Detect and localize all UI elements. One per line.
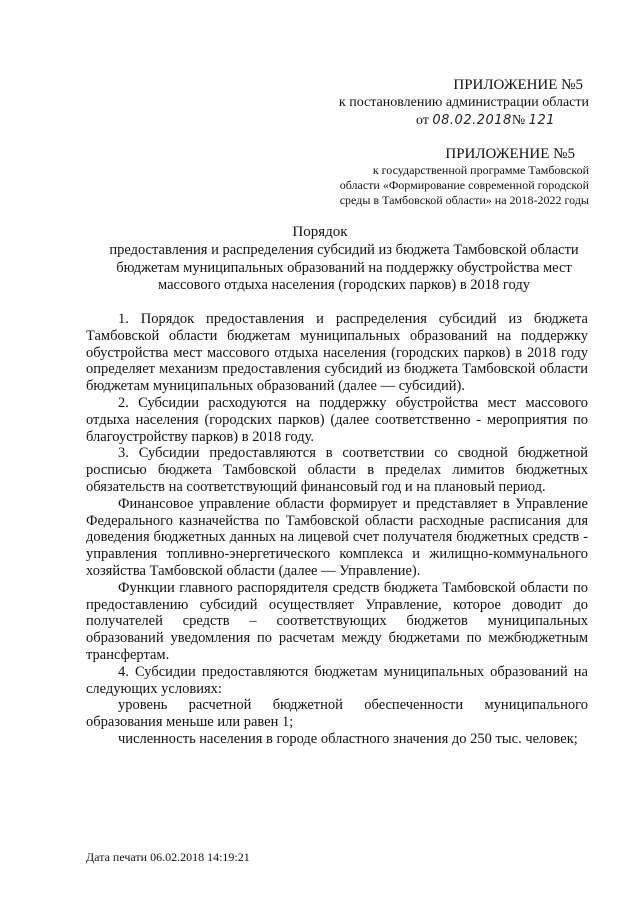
date-prefix: от	[415, 113, 429, 128]
paragraph-2: 2. Субсидии расходуются на поддержку обустройства мест массового отдыха населения (городских парков) (далее соответственно - мероприятия по благоустройству парков) в 2018 году.	[86, 394, 588, 445]
paragraph-finance: Финансовое управление области формирует и представляет в Управление Федерального казначейства по Тамбовской области расходные расписания для доведения бюджетных данных на лицевой счет получателя бюджетных средств - управления топливно-энергетического комплекса и жилищно-коммунального хозяйства Тамбовской области (далее — Управление).	[86, 495, 588, 579]
condition-2: численность населения в городе областного значения до 250 тыс. человек;	[118, 730, 578, 747]
handwritten-date: 08.02.2018	[432, 113, 512, 128]
appendix-1-date-line	[416, 113, 555, 129]
document-subtitle: предоставления и распределения субсидий из бюджета Тамбовской области бюджетам муниципальных образований на поддержку обустройства мест массового отдыха населения (городских парков) в 2018 году	[109, 242, 579, 293]
paragraph-functions: Функции главного распорядителя средств бюджета Тамбовской области по предоставлению субсидий осуществляет Управление, которое доводит до получателей средств – соответствующих бюджетов муниципальных образований уведомления по расчетам между бюджетами по межбюджетным трансфертам.	[86, 579, 588, 663]
paragraph-1: 1. Порядок предоставления и распределения субсидий из бюджета Тамбовской области бюджетам муниципальных образований на поддержку обустройства мест массового отдыха населения (городских парков) в 2018 году определяет механизм предоставления субсидий из бюджета Тамбовской области бюджетам муниципальных образований (далее — субсидий).	[86, 311, 588, 395]
document-body	[86, 311, 588, 748]
condition-1: уровень расчетной бюджетной обеспеченности муниципального образования меньше или равен 1;	[86, 697, 588, 731]
paragraph-4: 4. Субсидии предоставляются бюджетам муниципальных образований на следующих условиях:	[86, 663, 588, 697]
document-title: Порядок	[292, 224, 348, 240]
print-date-footer: Дата печати 06.02.2018 14:19:21	[86, 850, 250, 864]
number-prefix: №	[511, 113, 526, 128]
appendix-2-line: среды в Тамбовской области» на 2018-2022 годы	[339, 193, 589, 207]
appendix-2-description	[289, 163, 589, 208]
appendix-2-line: к государственной программе Тамбовской	[372, 163, 589, 177]
handwritten-number: 121	[528, 113, 555, 128]
paragraph-3: 3. Субсидии предоставляются в соответствии со сводной бюджетной росписью бюджета Тамбовской области в пределах лимитов бюджетных обязательств на соответствующий финансовый год и на плановый период.	[86, 445, 588, 495]
appendix-1-decree-line: к постановлению администрации области	[338, 95, 589, 110]
appendix-2-line: области «Формирование современной городской	[339, 178, 589, 192]
appendix-1-title: ПРИЛОЖЕНИЕ №5	[453, 77, 583, 93]
appendix-2-title: ПРИЛОЖЕНИЕ №5	[445, 146, 575, 162]
